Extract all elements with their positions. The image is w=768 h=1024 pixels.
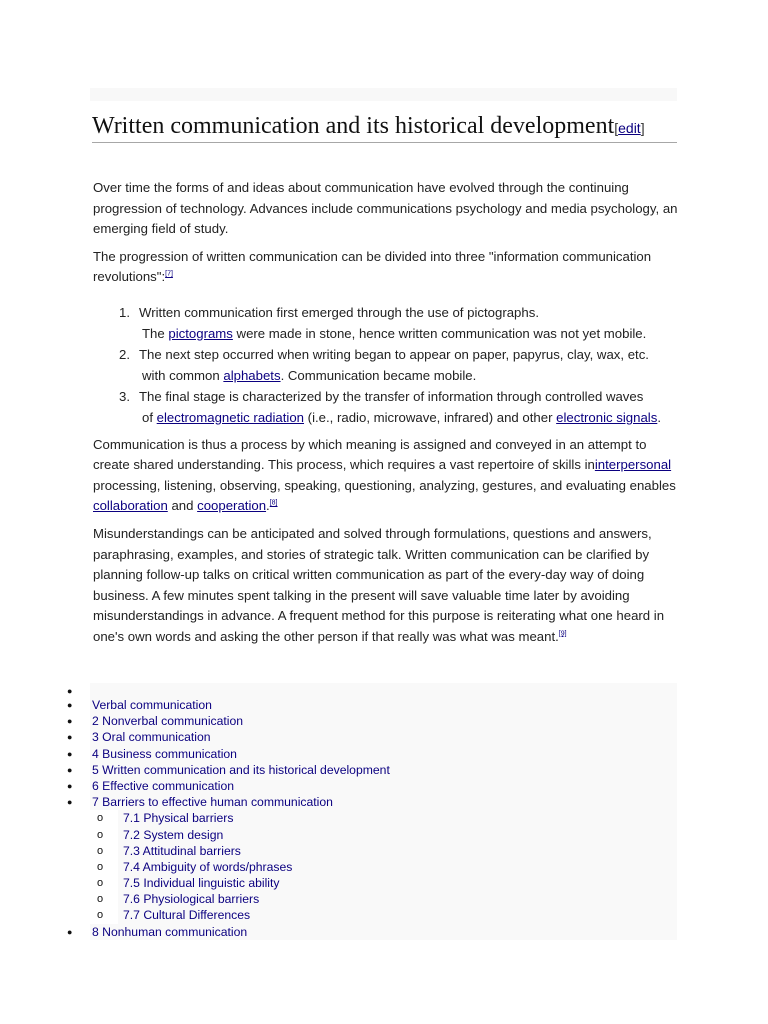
toc-item <box>67 794 677 810</box>
bullet-icon: ● <box>67 764 73 775</box>
paragraph-progression <box>93 247 678 288</box>
bullet-icon: ● <box>67 780 73 791</box>
list-item-continuation <box>139 408 678 429</box>
circle-bullet-icon: o <box>97 828 104 841</box>
toc-subitem <box>97 843 677 859</box>
paragraph-progression-text: The progression of written communication can be divided into three "information communication revolutions": <box>93 248 652 285</box>
toc-subitem <box>97 827 677 843</box>
link-alphabets[interactable]: alphabets <box>223 367 281 383</box>
toc-item <box>67 713 677 729</box>
text-fragment: Misunderstandings can be anticipated and solved through formulations, questions and answers, paraphrasing, examples, and stories of strategic talk. Written communication can be clarified by planning follow-up talks on critical written communication as part of the every-day way of doing business. A few minutes spent talking in the present will save valuable time later by avoiding misunderstandings in advance. A frequent method for this purpose is reiterating what one heard in one's own words and asking the other person if that really was what was meant. <box>93 525 665 644</box>
text-fragment: . Communication became mobile. <box>280 367 477 383</box>
bullet-icon: ● <box>67 700 73 710</box>
link-pictograms[interactable]: pictograms <box>168 325 233 341</box>
toc-subitem <box>97 810 677 826</box>
reference-9[interactable]: [9] <box>558 630 567 638</box>
list-item <box>93 345 678 386</box>
text-fragment: (i.e., radio, microwave, infrared) and other <box>304 409 557 425</box>
paragraph-process <box>93 435 678 517</box>
list-item-continuation <box>139 324 678 345</box>
text-fragment: Communication is thus a process by which meaning is assigned and conveyed in an attempt to create shared understanding. This process, which requires a vast repertoire of skills in <box>93 436 647 473</box>
edit-link[interactable]: edit <box>618 120 641 136</box>
link-collaboration[interactable]: collaboration <box>93 498 168 514</box>
toc-link[interactable]: 7.4 Ambiguity of words/phrases <box>123 859 293 874</box>
toc-item <box>67 729 677 745</box>
link-cooperation[interactable]: cooperation <box>197 498 267 514</box>
toc-link[interactable]: 7.7 Cultural Differences <box>123 908 251 923</box>
toc-link[interactable]: Verbal communication <box>92 698 212 712</box>
paragraph-intro: Over time the forms of and ideas about communication have evolved through the continuing progression of technology. Advances include communications psychology and media psychology, an emerging field of study. <box>93 180 678 237</box>
list-item-text: The final stage is characterized by the transfer of information through controlled waves <box>139 389 644 405</box>
circle-bullet-icon: o <box>97 844 104 857</box>
toc-subitem <box>97 859 677 875</box>
link-electronic-signals[interactable]: electronic signals <box>556 409 658 425</box>
toc-item <box>67 746 677 762</box>
toc-link[interactable]: 7.5 Individual linguistic ability <box>123 876 280 891</box>
toc-link[interactable]: 7 Barriers to effective human communication <box>92 795 333 810</box>
toc-subitem <box>97 875 677 891</box>
toc-link[interactable]: 6 Effective communication <box>92 778 235 793</box>
text-fragment: . <box>657 409 661 425</box>
text-fragment: and <box>167 498 198 514</box>
toc-link[interactable]: 7.2 System design <box>123 827 224 842</box>
article-body <box>93 178 678 654</box>
toc-item <box>67 683 677 697</box>
bullet-icon: ● <box>67 748 73 759</box>
bullet-icon: ● <box>67 797 73 808</box>
list-number: 2. <box>119 347 130 363</box>
edit-section <box>614 120 644 136</box>
list-item-continuation <box>139 366 678 387</box>
circle-bullet-icon: o <box>97 893 104 906</box>
toc-item <box>67 697 677 713</box>
list-item <box>93 303 678 344</box>
text-fragment: with common <box>142 367 224 383</box>
circle-bullet-icon: o <box>97 877 104 890</box>
toc-link[interactable]: 3 Oral communication <box>92 730 211 745</box>
text-fragment: processing, listening, observing, speaking, questioning, analyzing, gestures, and evaluating enables <box>93 477 676 493</box>
toc-link[interactable]: 7.3 Attitudinal barriers <box>123 843 241 858</box>
bullet-icon: ● <box>67 686 73 696</box>
table-of-contents <box>62 683 677 940</box>
text-fragment: . <box>266 498 270 514</box>
toc-item <box>67 778 677 794</box>
text-fragment: The <box>142 325 169 341</box>
link-electromagnetic-radiation[interactable]: electromagnetic radiation <box>156 409 305 425</box>
bullet-icon: ● <box>67 732 73 743</box>
circle-bullet-icon: o <box>97 909 104 922</box>
section-heading <box>92 114 677 143</box>
bullet-icon: ● <box>67 926 73 937</box>
toc-item <box>67 762 677 778</box>
toc-link[interactable]: 7.6 Physiological barriers <box>123 892 260 907</box>
link-interpersonal[interactable]: interpersonal <box>594 457 672 473</box>
list-item-text: Written communication first emerged through the use of pictographs. <box>139 304 539 320</box>
toc-item <box>67 924 677 940</box>
list-item <box>93 387 678 428</box>
list-item-text: The next step occurred when writing began to appear on paper, papyrus, clay, wax, etc. <box>139 347 649 363</box>
toc-link[interactable]: 5 Written communication and its historical development <box>92 762 390 777</box>
circle-bullet-icon: o <box>97 812 104 825</box>
toc-subitem <box>97 891 677 907</box>
revolutions-list <box>93 303 678 429</box>
top-bar <box>90 88 677 101</box>
text-fragment: were made in stone, hence written communication was not yet mobile. <box>232 325 647 341</box>
reference-7[interactable]: [7] <box>165 270 173 278</box>
text-fragment: of <box>142 409 157 425</box>
heading-title: Written communication and its historical development <box>92 113 615 139</box>
toc-link[interactable]: 2 Nonverbal communication <box>92 714 244 729</box>
list-number: 1. <box>119 304 130 320</box>
circle-bullet-icon: o <box>97 860 104 873</box>
toc-link[interactable]: 8 Nonhuman communication <box>92 924 248 939</box>
reference-8[interactable]: [8] <box>269 499 278 507</box>
toc-link[interactable]: 7.1 Physical barriers <box>123 811 234 826</box>
toc-link[interactable]: 4 Business communication <box>92 746 237 761</box>
toc-subitem <box>97 907 677 923</box>
edit-bracket-open: [ <box>614 120 619 136</box>
edit-bracket-close: ] <box>640 120 645 136</box>
list-number: 3. <box>119 389 130 405</box>
paragraph-misunderstandings <box>93 524 678 648</box>
bullet-icon: ● <box>67 716 73 727</box>
